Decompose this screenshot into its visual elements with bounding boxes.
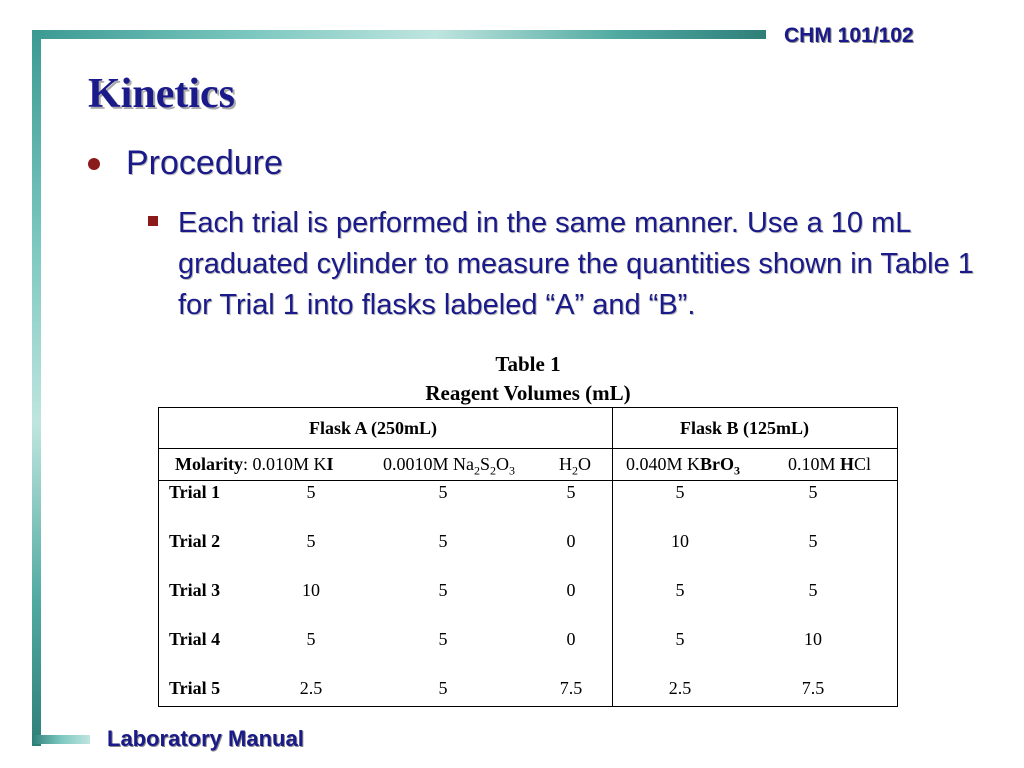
table-cell: 5 [438,678,448,698]
table-cell: 10 [671,531,689,551]
round-bullet-icon [88,158,100,170]
table-cell: 0 [566,629,576,649]
table-cell: 5 [438,482,448,502]
table-row-label: Trial 2 [169,531,221,551]
table-row-label: Trial 1 [169,482,221,502]
table-caption: Table 1 [495,352,561,376]
bullet-text: Procedure [126,144,283,182]
table-cell: 5 [306,531,316,551]
square-bullet-icon [148,216,158,226]
table-divider-molarity [159,480,897,481]
molarity-kbro3: 0.040M KBrO$_3$ [626,454,741,478]
table-row-label: Trial 5 [169,678,221,698]
molarity-hcl: 0.10M HCl [788,454,872,474]
table-cell: 5 [808,482,818,502]
molarity-na2s2o3: 0.0010M $Na_2S_2O_3$ [383,454,516,478]
table-row-label: Trial 3 [169,580,221,600]
table-cell: 10 [804,629,822,649]
table-cell: 7.5 [559,678,583,698]
table-cell: 5 [306,629,316,649]
table-cell: 5 [306,482,316,502]
table-row-label: Trial 4 [169,629,221,649]
table-cell: 5 [438,580,448,600]
course-label: CHM 101/102 [784,24,914,47]
table-cell: 5 [675,629,685,649]
table-cell: 10 [302,580,320,600]
table-cell: 0 [566,531,576,551]
bullet-procedure [88,144,283,183]
table-cell: 5 [675,482,685,502]
bottom-frame-bar [32,735,90,744]
left-frame-bar [32,30,41,746]
table-subtitle: Reagent Volumes (mL) [425,381,631,405]
sub-bullet-text: Each trial is performed in the same manner. Use a 10 mL graduated cylinder to measure the quantities shown in Table 1 for Trial 1 into flasks labeled “A” and “B”. [178,207,974,321]
table-cell: 5 [675,580,685,600]
table-cell: 7.5 [801,678,825,698]
molarity-label: Molarity [175,454,243,474]
table-cell: 5 [566,482,576,502]
table-cell: 2.5 [668,678,692,698]
table-divider-header [159,448,897,449]
table-divider-vertical [612,408,613,706]
flask-b-header: Flask B (125mL) [680,418,810,438]
table-cell: 5 [438,531,448,551]
slide-title: Kinetics [88,71,235,117]
table-cell: 5 [438,629,448,649]
flask-a-header: Flask A (250mL) [309,418,438,438]
table-cell: 2.5 [299,678,323,698]
reagent-volumes-table [158,407,898,707]
sub-bullet-instructions [148,203,994,326]
footer-label: Laboratory Manual [107,726,304,751]
table-cell: 0 [566,580,576,600]
molarity-ki: Molarity: 0.010M KI [175,454,334,474]
molarity-h2o: $H_2O$ [559,454,591,478]
table-cell: 5 [808,580,818,600]
top-frame-bar [32,30,766,39]
table-cell: 5 [808,531,818,551]
